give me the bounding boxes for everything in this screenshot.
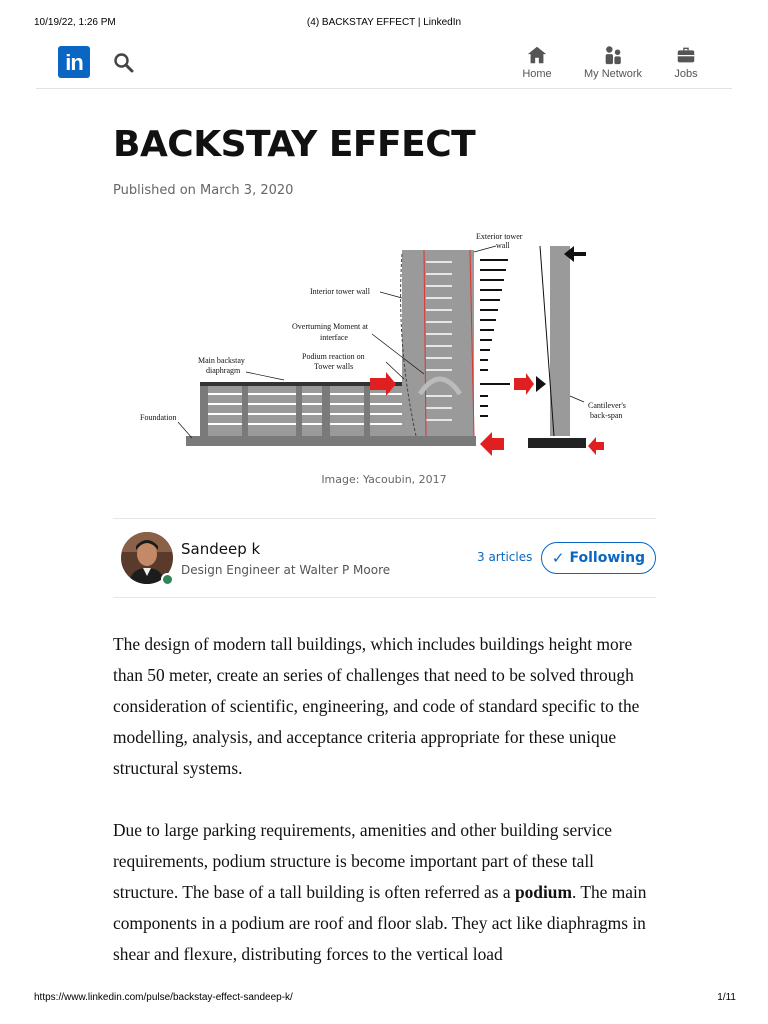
article-paragraph: The design of modern tall buildings, which includes buildings height more than 50 meter, create an series of challenges that need to be solved through consideration of scientific, engineering, and code of standard specific to the modelling, analysis, and acceptance criteria appropriate for these unique structural systems. [113, 634, 640, 778]
figure-caption: Image: Yacoubin, 2017 [321, 473, 447, 486]
article-title: BACKSTAY EFFECT [113, 124, 476, 165]
article-figure [134, 224, 634, 464]
linkedin-logo[interactable]: in [58, 46, 90, 78]
cantilever-arrow [536, 376, 546, 392]
label-main-backstay-2: diaphragm [206, 366, 241, 375]
nav-home[interactable] [516, 44, 558, 80]
paragraph-bold-term: podium [514, 882, 572, 902]
label-podium-reaction-1: Podium reaction on [302, 352, 365, 361]
home-icon [526, 44, 548, 66]
label-foundation: Foundation [140, 413, 177, 422]
author-articles-link[interactable]: 3 articles [477, 550, 533, 564]
print-page-title: (4) BACKSTAY EFFECT | LinkedIn [306, 17, 462, 28]
nav-jobs[interactable] [670, 44, 702, 80]
top-nav [36, 40, 732, 89]
wind-arrows [480, 260, 510, 416]
search-icon [112, 51, 136, 75]
following-button[interactable] [541, 542, 656, 574]
label-main-backstay-1: Main backstay [198, 356, 245, 365]
label-podium-reaction-2: Tower walls [314, 362, 354, 371]
print-header [0, 17, 768, 31]
nav-home-label: Home [522, 68, 552, 80]
print-footer [0, 992, 768, 1006]
search-button[interactable] [112, 51, 136, 75]
paragraph-text: . The main components in a podium are roof and floor slab. They act like diaphragms in shear and flexure, distributing forces to the vertical load [113, 882, 647, 964]
print-page-number: 1/11 [717, 992, 736, 1003]
backstay-diagram [134, 224, 634, 464]
nav-network-label: My Network [583, 68, 643, 80]
people-icon [602, 44, 624, 66]
following-label: Following [569, 550, 646, 566]
label-interior-wall: Interior tower wall [310, 287, 370, 296]
article-paragraph [113, 815, 658, 970]
label-overturning-1: Overturning Moment at [292, 322, 368, 331]
check-icon: ✓ [551, 549, 565, 567]
print-datetime: 10/19/22, 1:26 PM [34, 17, 116, 28]
cantilever-base [528, 438, 586, 448]
nav-jobs-label: Jobs [674, 68, 698, 80]
label-cantilever-2: back-span [590, 411, 623, 420]
online-status-indicator [161, 573, 174, 586]
cantilever-beam [550, 246, 570, 436]
author-card [113, 518, 656, 598]
label-overturning-2: interface [320, 333, 348, 342]
print-url: https://www.linkedin.com/pulse/backstay-effect-sandeep-k/ [34, 992, 293, 1003]
paragraph-text: Due to large parking requirements, amenities and other building service requirements, podium structure is become important part of these tall structure. The base of a tall building is often referred as a [113, 820, 613, 902]
foundation-slab [186, 436, 476, 446]
author-role: Design Engineer at Walter P Moore [181, 563, 391, 577]
briefcase-icon [675, 44, 697, 66]
label-exterior-wall-2: wall [496, 241, 510, 250]
label-cantilever-1: Cantilever's [588, 401, 626, 410]
published-date: Published on March 3, 2020 [113, 183, 294, 198]
label-exterior-wall-1: Exterior tower [476, 232, 523, 241]
nav-my-network[interactable] [578, 44, 648, 80]
author-name[interactable]: Sandeep k [181, 540, 261, 558]
